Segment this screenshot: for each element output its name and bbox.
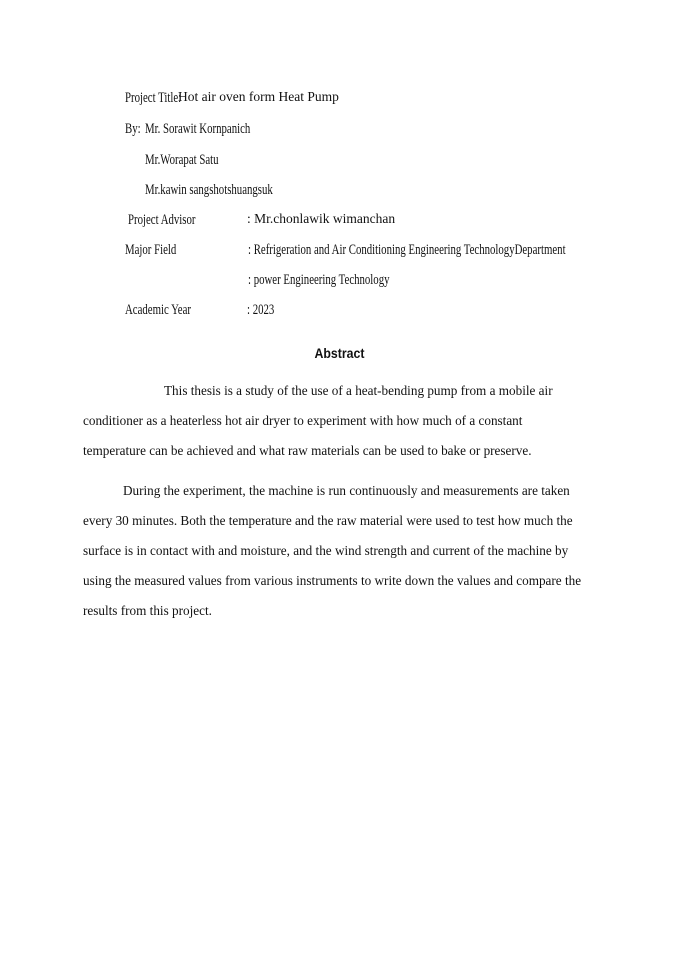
paragraph-line: surface is in contact with and moisture, and the wind strength and current of the machine by [83,543,569,558]
abstract-paragraph-2 [83,476,603,626]
abstract-heading: Abstract [314,345,365,361]
project-title-value: Hot air oven form Heat Pump [178,89,339,104]
paragraph-line: using the measured values from various instruments to write down the values and compare the [83,573,582,588]
year-value: : 2023 [247,302,275,318]
paragraph-line: results from this project. [83,603,212,618]
abstract-paragraph-1 [83,376,603,466]
major-value-2: : power Engineering Technology [248,272,390,288]
author-1: Mr. Sorawit Kornpanich [145,121,251,137]
paragraph-line: every 30 minutes. Both the temperature and the raw material were used to test how much the [83,513,573,528]
author-3: Mr.kawin sangshotshuangsuk [145,182,273,198]
advisor-value: : Mr.chonlawik wimanchan [247,211,396,226]
paragraph-line: This thesis is a study of the use of a heat-bending pump from a mobile air [164,383,553,398]
author-2: Mr.Worapat Satu [145,152,219,168]
major-label: Major Field [125,242,177,258]
paragraph-line: During the experiment, the machine is run continuously and measurements are taken [123,483,570,498]
paragraph-line: conditioner as a heaterless hot air dryer to experiment with how much of a constant [83,413,523,428]
by-label: By: [125,121,141,137]
year-label: Academic Year [125,302,191,318]
advisor-label: Project Advisor [128,212,196,228]
project-title-label: Project Title: [125,90,182,106]
paragraph-line: temperature can be achieved and what raw materials can be used to bake or preserve. [83,443,532,458]
major-value-1: : Refrigeration and Air Conditioning Engineering TechnologyDepartment [248,242,566,258]
